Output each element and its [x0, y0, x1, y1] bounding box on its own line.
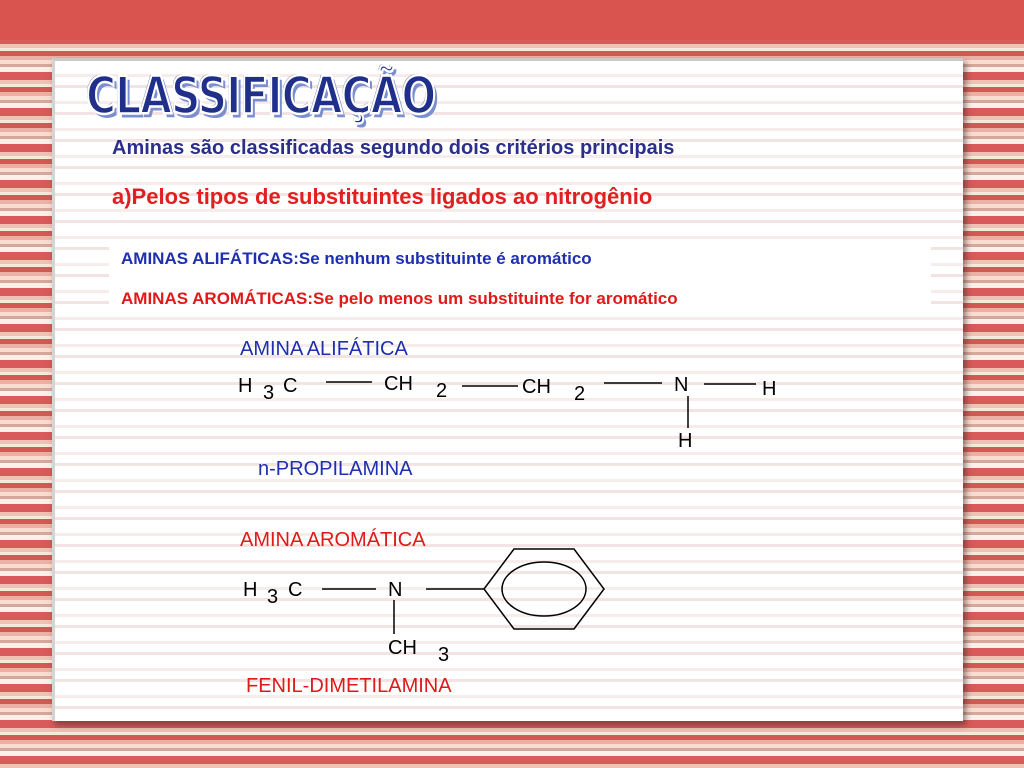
- aromatic-heading: AMINA AROMÁTICA: [240, 529, 426, 551]
- atom-h3-h: H: [238, 375, 253, 397]
- atom-h3-c: C: [283, 375, 298, 397]
- atom-ch2b: CH: [522, 376, 551, 398]
- atom-ch2b-sub: 2: [574, 383, 586, 405]
- atom-ar-n: N: [388, 579, 403, 601]
- atom-ch2a-sub: 2: [436, 380, 448, 402]
- atom-h3-sub: 3: [263, 382, 275, 404]
- atom-ar-ch3-sub: 3: [438, 644, 450, 666]
- aliphatic-definition: AMINAS ALIFÁTICAS:Se nenhum substituinte é aromático: [121, 249, 592, 268]
- aliphatic-heading: AMINA ALIFÁTICA: [240, 338, 408, 360]
- aromatic-definition: AMINAS AROMÁTICAS:Se pelo menos um substituinte for aromático: [121, 289, 678, 308]
- aromatic-name: FENIL-DIMETILAMINA: [246, 675, 452, 697]
- aromatic-structure: [240, 528, 604, 697]
- atom-ar-h3-sub: 3: [267, 586, 279, 608]
- slide-subtitle: Aminas são classificadas segundo dois critérios principais: [112, 137, 675, 159]
- atom-h-right: H: [762, 378, 777, 400]
- aliphatic-name: n-PROPILAMINA: [258, 458, 413, 480]
- atom-h-down: H: [678, 430, 693, 452]
- atom-ch2a: CH: [384, 373, 413, 395]
- slide-title: CLASSIFICAÇÃO: [86, 66, 436, 126]
- atom-ar-h3-h: H: [243, 579, 258, 601]
- benzene-aromatic-circle: [502, 562, 586, 616]
- atom-ar-h3-c: C: [288, 579, 303, 601]
- criterion-a: a)Pelos tipos de substituintes ligados ao nitrogênio: [112, 184, 653, 209]
- aliphatic-structure: [238, 337, 776, 480]
- atom-ar-ch3: CH: [388, 637, 417, 659]
- atom-n: N: [674, 374, 689, 396]
